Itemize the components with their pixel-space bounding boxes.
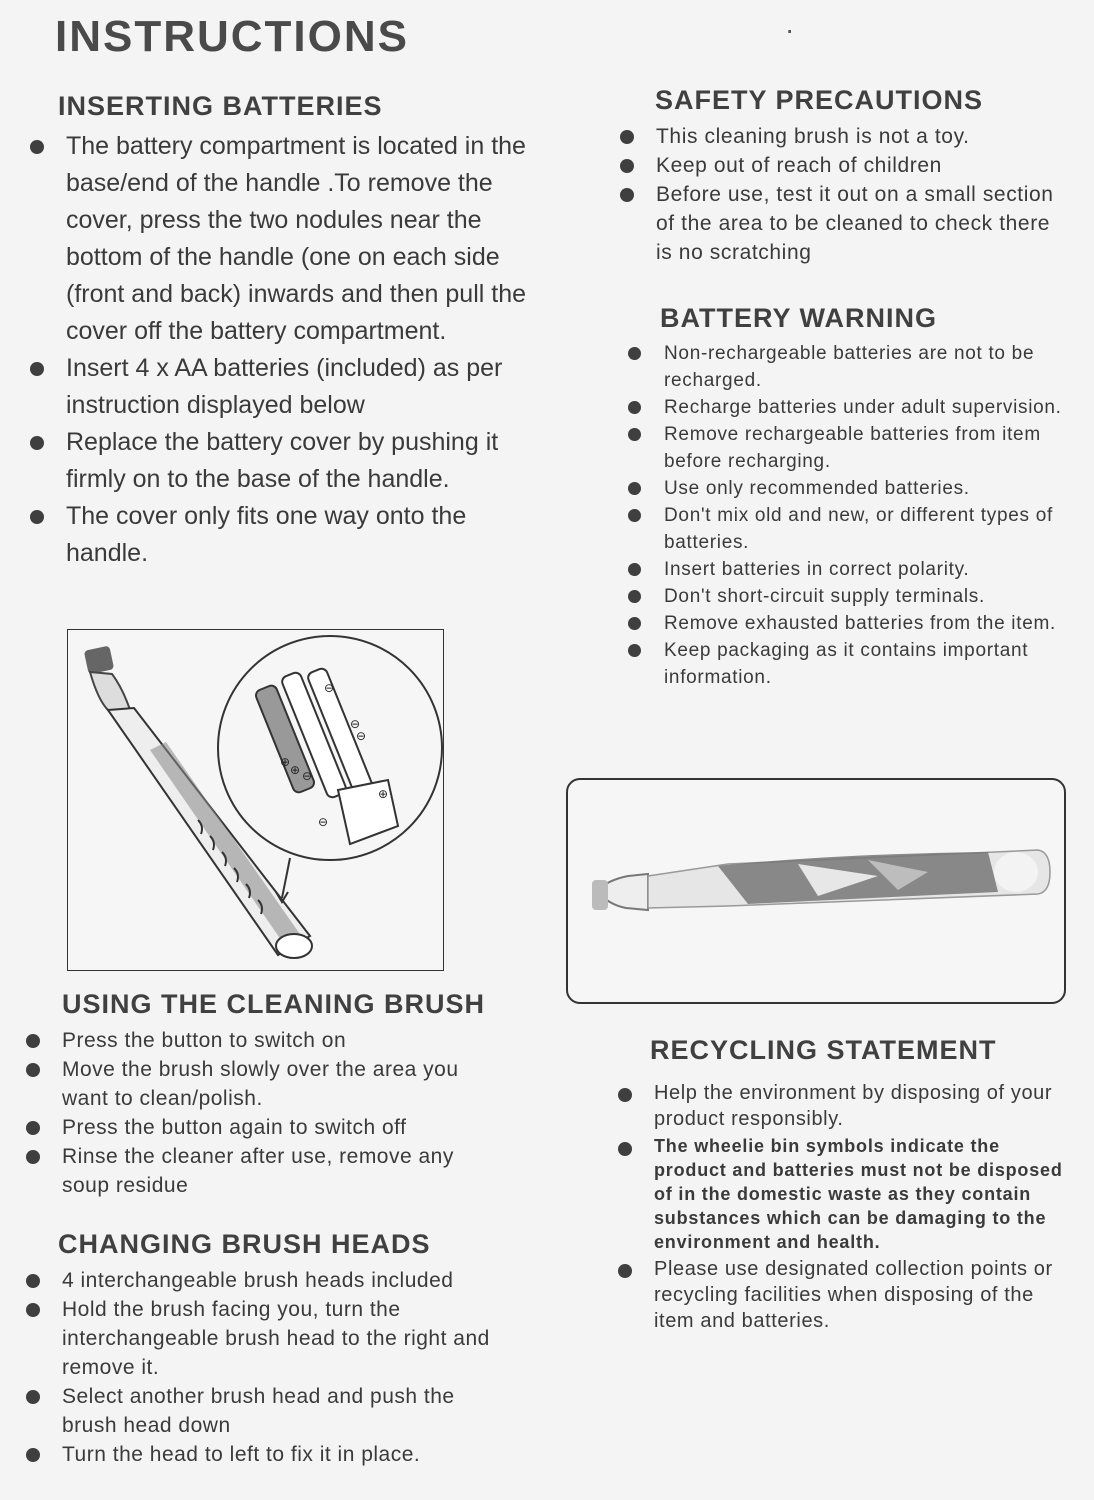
list-item: Press the button again to switch off — [26, 1113, 496, 1142]
inserting-batteries-list — [30, 128, 530, 572]
list-item: Don't mix old and new, or different types of batteries. — [628, 502, 1078, 556]
list-item: Insert 4 x AA batteries (included) as per instruction displayed below — [30, 350, 530, 424]
svg-text:⊖: ⊖ — [318, 815, 329, 829]
list-item: Help the environment by disposing of your product responsibly. — [618, 1080, 1063, 1132]
list-item: Remove exhausted batteries from the item. — [628, 610, 1078, 637]
list-item: Before use, test it out on a small section of the area to be cleaned to check there is no scratching — [620, 180, 1070, 267]
list-item: This cleaning brush is not a toy. — [620, 122, 1070, 151]
list-item: The battery compartment is located in the base/end of the handle .To remove the cover, press the two nodules near the bottom of the handle (one on each side (front and back) inwards and then pull the cover off the battery compartment. — [30, 128, 530, 350]
svg-text:⊕: ⊕ — [378, 787, 389, 801]
list-item: The cover only fits one way onto the handle. — [30, 498, 530, 572]
list-item: Hold the brush facing you, turn the interchangeable brush head to the right and remove it. — [26, 1295, 496, 1382]
list-item: 4 interchangeable brush heads included — [26, 1266, 496, 1295]
changing-heads-heading: CHANGING BRUSH HEADS — [58, 1229, 431, 1259]
speck-mark: · — [785, 14, 795, 45]
recycling-section — [618, 1034, 1063, 1336]
list-item: Remove rechargeable batteries from item before recharging. — [628, 421, 1078, 475]
recycling-heading: RECYCLING STATEMENT — [650, 1035, 997, 1065]
cleaning-brush-illustration — [568, 780, 1064, 1002]
brush-product-image — [566, 778, 1066, 1004]
list-item: Rinse the cleaner after use, remove any soup residue — [26, 1142, 496, 1200]
battery-warning-heading: BATTERY WARNING — [660, 303, 937, 333]
list-item: Keep packaging as it contains important information. — [628, 637, 1078, 691]
list-item: Recharge batteries under adult supervision. — [628, 394, 1078, 421]
svg-text:⊖: ⊖ — [302, 769, 313, 783]
list-item: Turn the head to left to fix it in place. — [26, 1440, 496, 1469]
page-title: INSTRUCTIONS — [55, 12, 409, 61]
svg-text:⊕: ⊕ — [280, 755, 291, 769]
battery-warning-list — [628, 340, 1078, 691]
list-item: Don't short-circuit supply terminals. — [628, 583, 1078, 610]
list-item: Use only recommended batteries. — [628, 475, 1078, 502]
safety-section — [620, 84, 1070, 267]
safety-list — [620, 122, 1070, 267]
brush-battery-illustration — [68, 630, 443, 970]
svg-text:⊕: ⊕ — [290, 763, 301, 777]
using-brush-list — [26, 1026, 496, 1200]
list-item: Please use designated collection points or recycling facilities when disposing of the item and batteries. — [618, 1256, 1063, 1334]
svg-text:⊖: ⊖ — [324, 681, 335, 695]
inserting-batteries-section — [30, 90, 530, 572]
battery-insertion-diagram — [67, 629, 444, 971]
list-item: The wheelie bin symbols indicate the product and batteries must not be disposed of in the domestic waste as they contain substances which can be damaging to the environment and health. — [618, 1134, 1063, 1254]
using-brush-section — [26, 988, 496, 1200]
list-item: Move the brush slowly over the area you want to clean/polish. — [26, 1055, 496, 1113]
list-item: Replace the battery cover by pushing it firmly on to the base of the handle. — [30, 424, 530, 498]
list-item: Keep out of reach of children — [620, 151, 1070, 180]
using-brush-heading: USING THE CLEANING BRUSH — [62, 989, 486, 1019]
safety-heading: SAFETY PRECAUTIONS — [655, 85, 984, 115]
list-item: Non-rechargeable batteries are not to be recharged. — [628, 340, 1078, 394]
list-item: Press the button to switch on — [26, 1026, 496, 1055]
changing-heads-list — [26, 1266, 496, 1469]
recycling-list — [618, 1080, 1063, 1334]
battery-warning-section — [628, 302, 1078, 691]
svg-text:⊖: ⊖ — [350, 717, 361, 731]
inserting-batteries-heading: INSERTING BATTERIES — [58, 91, 383, 121]
changing-heads-section — [26, 1228, 496, 1469]
list-item: Insert batteries in correct polarity. — [628, 556, 1078, 583]
svg-text:⊖: ⊖ — [356, 729, 367, 743]
list-item: Select another brush head and push the brush head down — [26, 1382, 496, 1440]
